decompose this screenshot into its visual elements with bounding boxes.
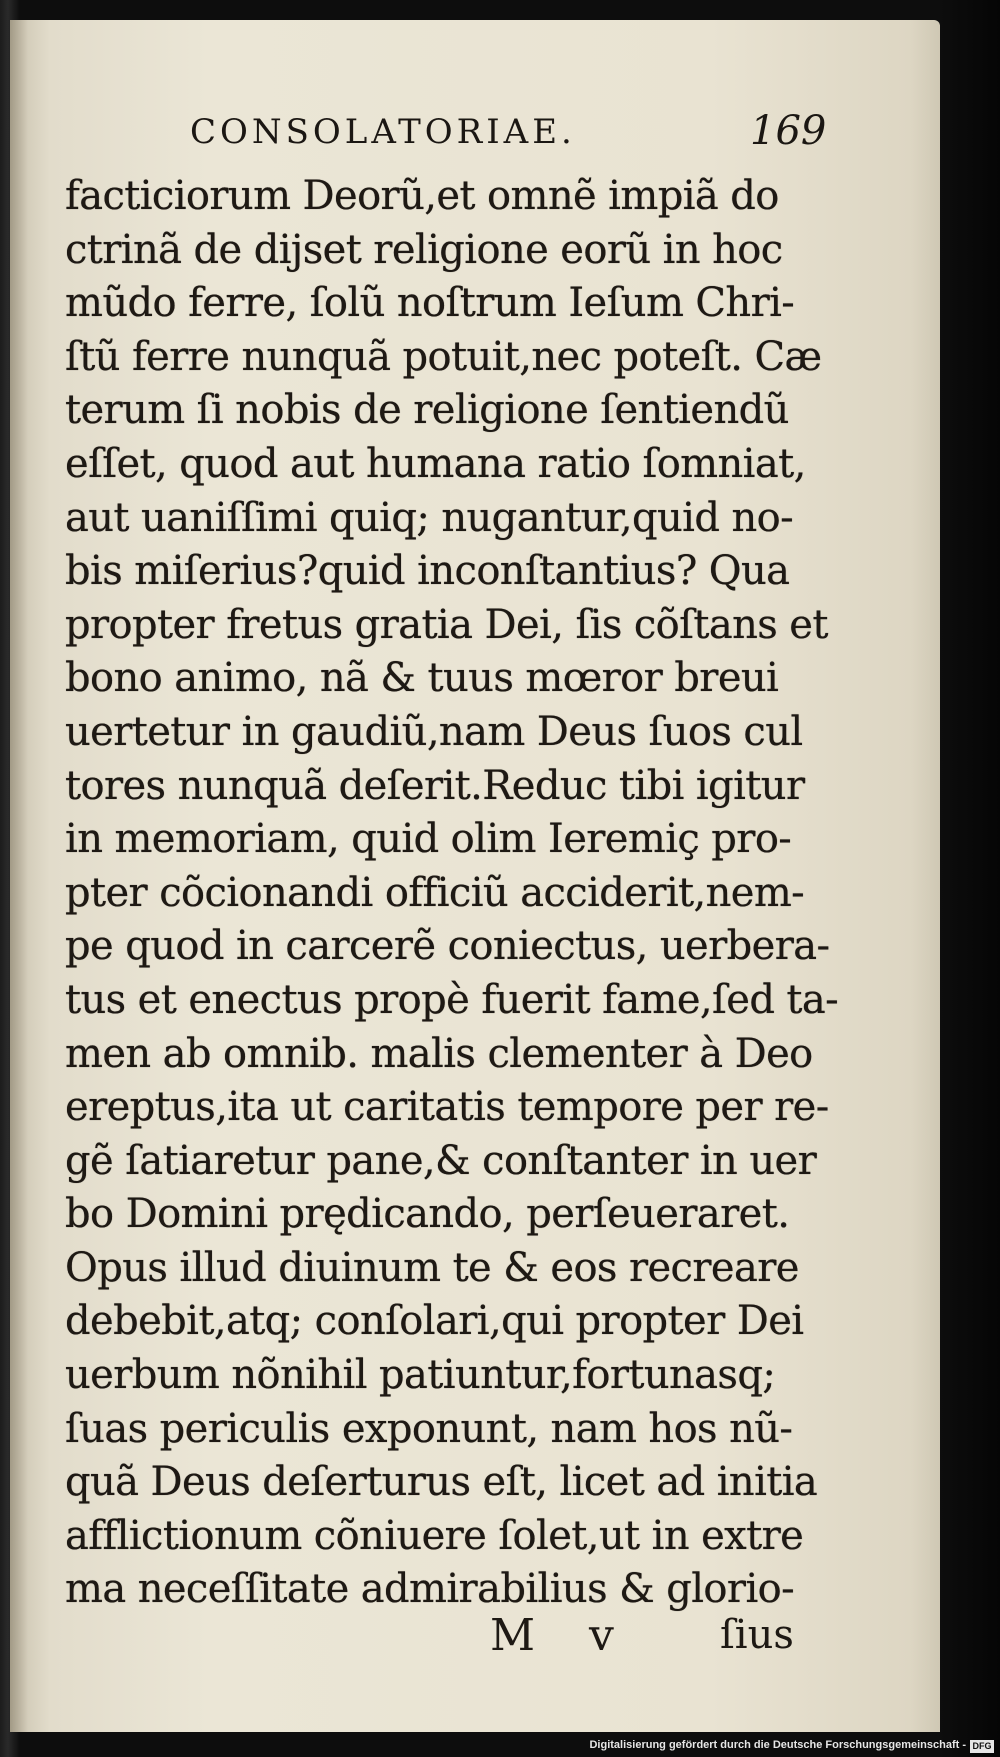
text-line: bo Domini prędicando, perſeueraret. (65, 1191, 790, 1238)
catchword: ſius (720, 1612, 794, 1658)
text-line: uertetur in gaudiũ,nam Deus ſuos cul (65, 708, 803, 755)
text-line: terum ſi nobis de religione ſentiendũ (65, 387, 789, 434)
text-line: eſſet, quod aut humana ratio ſomniat, (65, 440, 806, 487)
text-line: quã Deus deſerturus eſt, licet ad initia (65, 1459, 818, 1506)
text-line: tus et enectus propè fuerit fame,ſed ta- (65, 976, 839, 1023)
text-line: aut uaniſſimi quiq; nugantur,quid no- (65, 494, 794, 541)
text-line: bis miſerius?quid inconſtantius? Qua (65, 548, 790, 595)
text-line: pter cõcionandi officiũ acciderit,nem- (65, 869, 805, 916)
text-line: bono animo, nã & tuus mœror breui (65, 655, 779, 702)
text-line: ctrinã de dijset religione eorũ in hoc (65, 226, 783, 273)
catchword-line (10, 1610, 940, 1670)
text-line: gẽ ſatiaretur pane,& conſtanter in uer (65, 1137, 817, 1184)
text-line: mũdo ferre, ſolũ noſtrum Ieſum Chri- (65, 280, 795, 327)
text-line: propter fretus gratia Dei, ſis cõſtans et (65, 601, 828, 648)
running-title: CONSOLATORIAE. (190, 112, 576, 152)
book-page (10, 20, 940, 1732)
body-text (65, 170, 885, 1617)
text-line: ſuas periculis exponunt, nam hos nũ- (65, 1405, 793, 1452)
text-line: in memoriam, quid olim Ieremiç pro- (65, 816, 792, 863)
text-line: tores nunquã deſerit.Reduc tibi igitur (65, 762, 805, 809)
running-head (10, 108, 940, 172)
text-line: uerbum nõnihil patiuntur,fortunasq; (65, 1352, 776, 1399)
text-line: ſtũ ferre nunquã potuit,nec poteſt. Cæ (65, 333, 822, 380)
text-line: men ab omnib. malis clementer à Deo (65, 1030, 813, 1077)
page-number: 169 (750, 108, 827, 154)
dfg-logo: DFG (970, 1740, 994, 1753)
text-line: afflictionum cõniuere ſolet,ut in extre (65, 1512, 804, 1559)
text-line: ereptus,ita ut caritatis tempore per re- (65, 1084, 829, 1131)
signature-mark: M v (490, 1610, 634, 1661)
text-line: ma neceſſitate admirabilius & glorio- (65, 1566, 795, 1613)
text-line: debebit,atq; conſolari,qui propter Dei (65, 1298, 804, 1345)
text-line: pe quod in carcerẽ coniectus, uerbera- (65, 923, 830, 970)
text-line: facticiorum Deorũ,et omnẽ impiã do (65, 173, 779, 219)
funding-credit: Digitalisierung gefördert durch die Deutsche Forschungsgemeinschaft - (589, 1739, 966, 1751)
digitization-footer (0, 1738, 1000, 1757)
text-line: Opus illud diuinum te & eos recreare (65, 1244, 799, 1291)
